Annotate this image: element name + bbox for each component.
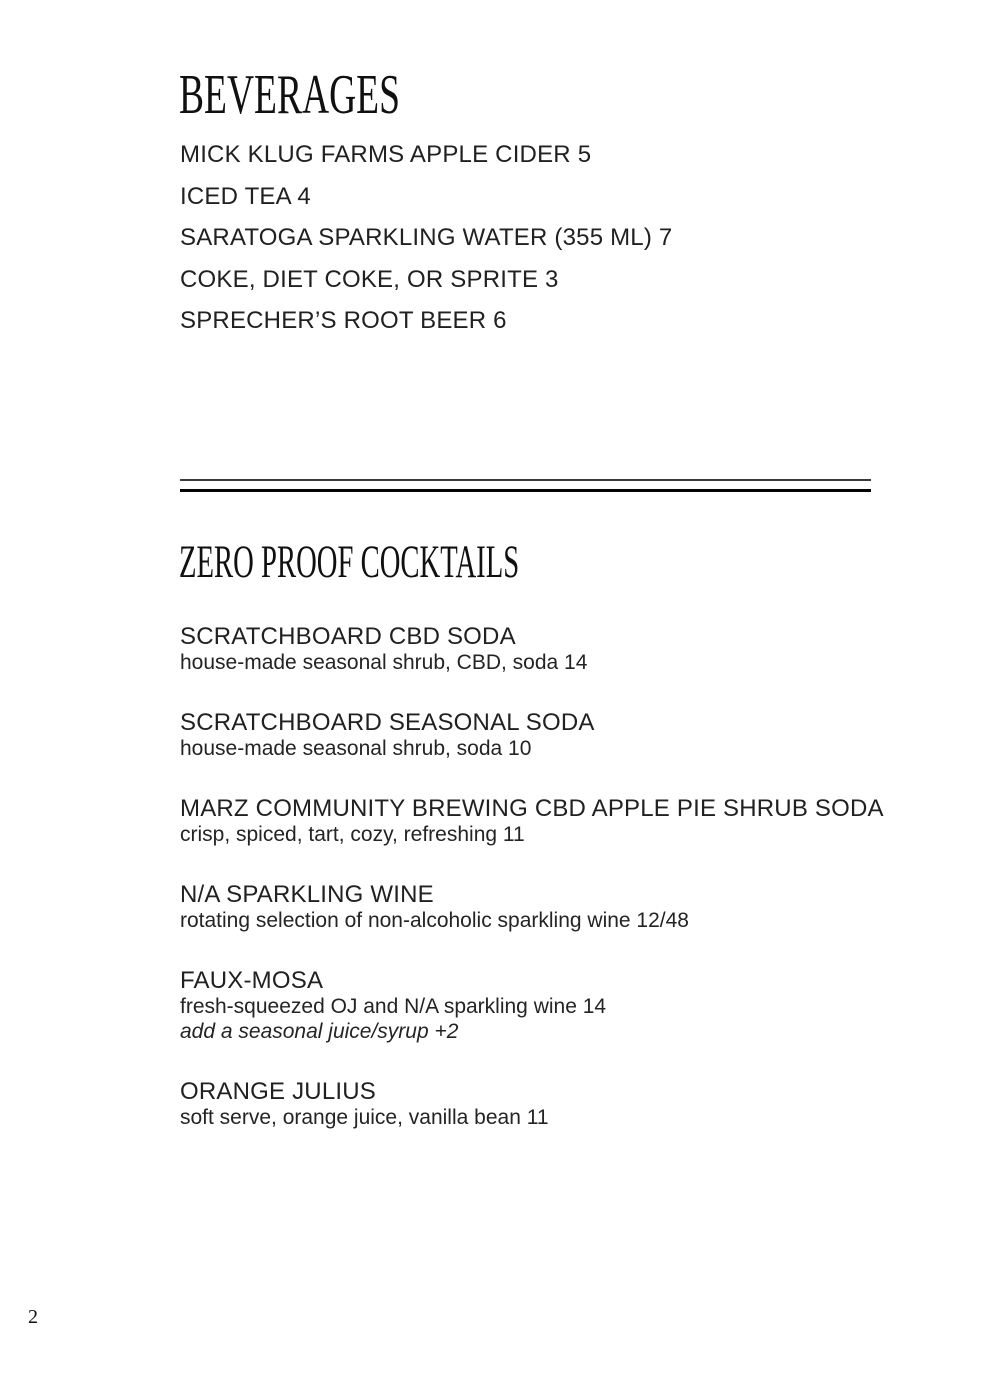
item-name: N/A SPARKLING WINE	[180, 881, 434, 908]
item-description: fresh-squeezed OJ and N/A sparkling wine 14	[180, 995, 607, 1018]
beverages-heading	[179, 64, 509, 126]
menu-item: SARATOGA SPARKLING WATER (355 ML) 7	[180, 224, 673, 251]
zero-proof-heading-text: ZERO PROOF COCKTAILS	[179, 536, 520, 588]
section-divider	[180, 479, 871, 492]
zero-proof-heading	[179, 536, 737, 588]
item-description: house-made seasonal shrub, CBD, soda 14	[180, 651, 588, 674]
menu-item	[180, 1079, 884, 1130]
item-name: MARZ COMMUNITY BREWING CBD APPLE PIE SHRUB SODA	[180, 795, 884, 822]
divider-rule-thick	[180, 489, 871, 492]
item-description: crisp, spiced, tart, cozy, refreshing 11	[180, 823, 525, 846]
item-name: ORANGE JULIUS	[180, 1078, 376, 1105]
item-name: SCRATCHBOARD CBD SODA	[180, 623, 516, 650]
item-description: soft serve, orange juice, vanilla bean 11	[180, 1106, 549, 1129]
item-description: rotating selection of non-alcoholic sparkling wine 12/48	[180, 909, 689, 932]
menu-item: MICK KLUG FARMS APPLE CIDER 5	[180, 141, 592, 168]
menu-item	[180, 710, 884, 761]
menu-item: COKE, DIET COKE, OR SPRITE 3	[180, 265, 559, 293]
menu-item: SPRECHER’S ROOT BEER 6	[180, 307, 507, 334]
beverages-heading-text: BEVERAGES	[179, 64, 400, 126]
menu-item	[180, 968, 884, 1044]
menu-item	[180, 882, 884, 933]
menu-item: ICED TEA 4	[180, 182, 311, 210]
menu-item	[180, 624, 884, 675]
menu-item	[180, 796, 884, 847]
zero-proof-list	[180, 624, 884, 1165]
page-number: 2	[28, 1306, 38, 1328]
item-note: add a seasonal juice/syrup +2	[180, 1020, 459, 1043]
beverages-list	[180, 134, 672, 342]
item-name: FAUX-MOSA	[180, 967, 324, 994]
divider-rule-thin	[180, 479, 871, 481]
item-description: house-made seasonal shrub, soda 10	[180, 737, 532, 760]
item-name: SCRATCHBOARD SEASONAL SODA	[180, 709, 595, 736]
